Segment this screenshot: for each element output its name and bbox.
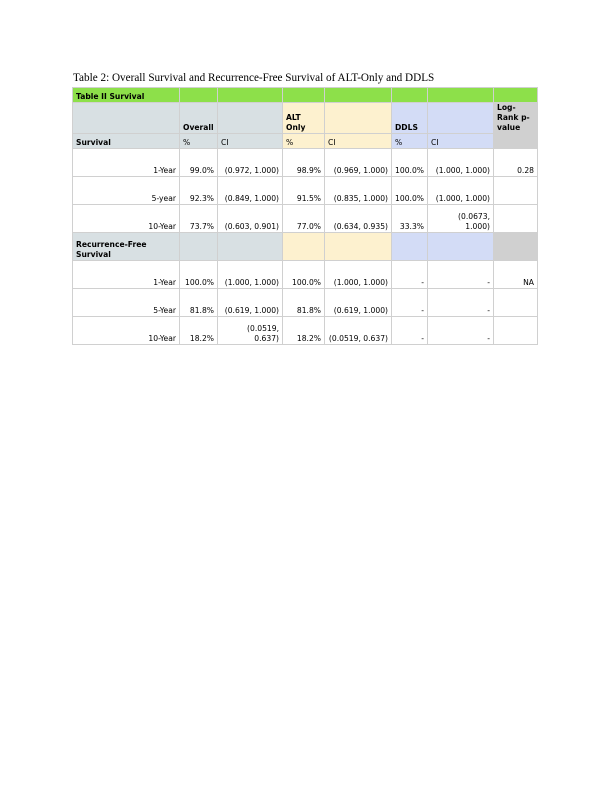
overall-pct: 81.8%: [180, 289, 218, 317]
overall-ci: (0.0519, 0.637): [218, 317, 283, 345]
ddls-pct: 100.0%: [392, 149, 428, 177]
ddls-pct: -: [392, 289, 428, 317]
survival-header: Survival: [73, 134, 180, 149]
ddls-pct: -: [392, 317, 428, 345]
ddls-pct: -: [392, 261, 428, 289]
table-row: [73, 317, 538, 345]
overall-pct: 73.7%: [180, 205, 218, 233]
overall-pct: 18.2%: [180, 317, 218, 345]
p-value: NA: [494, 261, 538, 289]
table-caption: Table 2: Overall Survival and Recurrence-Free Survival of ALT-Only and DDLS: [73, 72, 435, 84]
alt-pct: 81.8%: [283, 289, 325, 317]
ddls-header: DDLS: [392, 103, 428, 134]
row-label: 10-Year: [73, 205, 180, 233]
alt-ci: (0.0519, 0.637): [325, 317, 392, 345]
row-label: 5-year: [73, 177, 180, 205]
subheader-row: [73, 134, 538, 149]
p-value: [494, 289, 538, 317]
overall-ci: (0.619, 1.000): [218, 289, 283, 317]
table-title: Table II Survival: [73, 88, 180, 103]
alt-ci-header: CI: [325, 134, 392, 149]
title-row: [73, 88, 538, 103]
alt-pct: 91.5%: [283, 177, 325, 205]
p-value: 0.28: [494, 149, 538, 177]
ddls-ci: (1.000, 1.000): [428, 177, 494, 205]
table-row: [73, 177, 538, 205]
alt-pct-header: %: [283, 134, 325, 149]
overall-ci-header: CI: [218, 134, 283, 149]
p-value: [494, 177, 538, 205]
alt-only-header: ALT Only: [283, 103, 325, 134]
overall-pct: 99.0%: [180, 149, 218, 177]
row-label: 1-Year: [73, 149, 180, 177]
group-header-row: [73, 103, 538, 134]
table-row: [73, 205, 538, 233]
overall-pct-header: %: [180, 134, 218, 149]
alt-pct: 100.0%: [283, 261, 325, 289]
overall-pct: 92.3%: [180, 177, 218, 205]
rfs-section-label: Recurrence-Free Survival: [73, 233, 180, 261]
alt-pct: 98.9%: [283, 149, 325, 177]
ddls-ci: (1.000, 1.000): [428, 149, 494, 177]
row-label: 5-Year: [73, 289, 180, 317]
ddls-ci: -: [428, 317, 494, 345]
rfs-header-row: [73, 233, 538, 261]
table-row: [73, 261, 538, 289]
alt-ci: (0.969, 1.000): [325, 149, 392, 177]
alt-ci: (0.619, 1.000): [325, 289, 392, 317]
overall-ci: (0.972, 1.000): [218, 149, 283, 177]
overall-ci: (0.849, 1.000): [218, 177, 283, 205]
alt-pct: 77.0%: [283, 205, 325, 233]
p-value: [494, 317, 538, 345]
overall-ci: (0.603, 0.901): [218, 205, 283, 233]
overall-header: Overall: [180, 103, 218, 134]
overall-ci: (1.000, 1.000): [218, 261, 283, 289]
alt-ci: (1.000, 1.000): [325, 261, 392, 289]
ddls-pct: 100.0%: [392, 177, 428, 205]
row-label: 10-Year: [73, 317, 180, 345]
logrank-header: Log-Rank p-value: [494, 103, 538, 134]
p-value: [494, 205, 538, 233]
survival-table: [72, 87, 538, 345]
ddls-pct: 33.3%: [392, 205, 428, 233]
ddls-ci: (0.0673, 1.000): [428, 205, 494, 233]
table-row: [73, 289, 538, 317]
overall-pct: 100.0%: [180, 261, 218, 289]
ddls-ci-header: CI: [428, 134, 494, 149]
ddls-ci: -: [428, 289, 494, 317]
ddls-ci: -: [428, 261, 494, 289]
alt-pct: 18.2%: [283, 317, 325, 345]
row-label: 1-Year: [73, 261, 180, 289]
table-row: [73, 149, 538, 177]
alt-ci: (0.835, 1.000): [325, 177, 392, 205]
alt-ci: (0.634, 0.935): [325, 205, 392, 233]
ddls-pct-header: %: [392, 134, 428, 149]
